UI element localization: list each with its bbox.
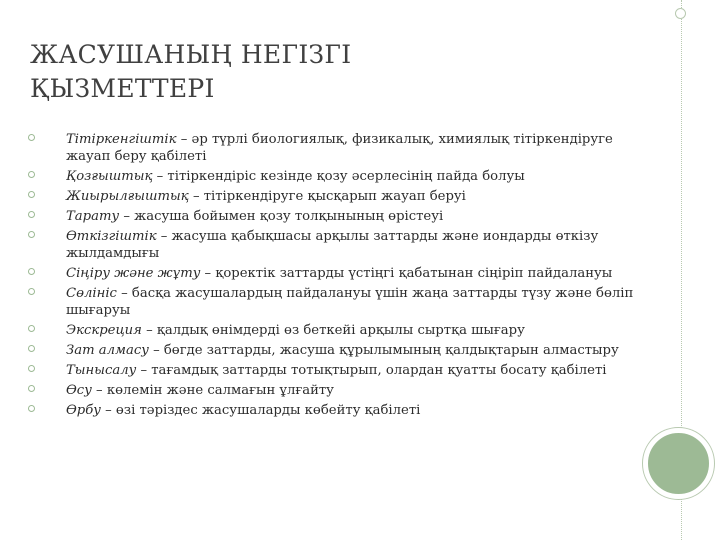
list-item <box>28 285 648 319</box>
list-item <box>28 131 648 165</box>
bullet-icon <box>28 385 35 392</box>
item-text: – тағамдық заттарды тотықтырып, олардан қуатты босату қабілеті <box>136 363 607 378</box>
item-term: Сөлініс <box>66 286 117 301</box>
bullet-icon <box>28 134 35 141</box>
item-term: Тітіркенгіштік <box>66 132 177 147</box>
list-item <box>28 208 648 225</box>
list-item <box>28 228 648 262</box>
bullet-icon <box>28 345 35 352</box>
item-text: – тітіркендіруге қысқарып жауап беруі <box>188 189 466 204</box>
item-text: – жасуша қабықшасы арқылы заттарды және иондарды өткізу жылдамдығы <box>66 229 599 261</box>
list-item <box>28 168 648 185</box>
item-term: Жиырылғыштық <box>66 189 189 204</box>
item-text: – тітіркендіріс кезінде қозу әсерлесінің пайда болуы <box>152 169 525 184</box>
item-term: Сіңіру және жұту <box>66 266 201 281</box>
function-list <box>28 131 648 422</box>
slide-title-line: ҚЫЗМЕТТЕРІ <box>30 74 215 103</box>
item-term: Зат алмасу <box>66 343 149 358</box>
item-text: – көлемін және салмағын ұлғайту <box>91 383 334 398</box>
list-item <box>28 342 648 359</box>
item-term: Экскреция <box>66 323 142 338</box>
item-text: – әр түрлі биологиялық, физикалық, химиялық тітіркендіруге жауап беру қабілеті <box>66 132 613 164</box>
bullet-icon <box>28 365 35 372</box>
decorative-large-circle <box>643 428 714 499</box>
item-term: Қозғыштық <box>66 169 153 184</box>
slide-title <box>30 38 650 106</box>
item-term: Өсу <box>66 383 92 398</box>
slide-title-line: ЖАСУШАНЫҢ НЕГІЗГІ <box>30 40 352 69</box>
bullet-icon <box>28 231 35 238</box>
bullet-icon <box>28 268 35 275</box>
item-term: Өткізгіштік <box>66 229 157 244</box>
item-text: – жасуша бойымен қозу толқынының өрістеуі <box>119 209 444 224</box>
list-item <box>28 322 648 339</box>
item-term: Тынысалу <box>66 363 137 378</box>
list-item <box>28 402 648 419</box>
item-term: Өрбу <box>66 403 101 418</box>
item-text: – қалдық өнімдерді өз беткейі арқылы сыртқа шығару <box>141 323 525 338</box>
item-text: – қоректік заттарды үстіңгі қабатынан сіңіріп пайдалануы <box>200 266 613 281</box>
bullet-icon <box>28 325 35 332</box>
item-term: Тарату <box>66 209 120 224</box>
bullet-icon <box>28 211 35 218</box>
bullet-icon <box>28 171 35 178</box>
item-text: – өзі тәріздес жасушаларды көбейту қабілеті <box>100 403 421 418</box>
list-item <box>28 265 648 282</box>
bullet-icon <box>28 288 35 295</box>
item-text: – басқа жасушалардың пайдалануы үшін жаңа заттарды түзу және бөліп шығаруы <box>66 286 634 318</box>
list-item <box>28 188 648 205</box>
list-item <box>28 362 648 379</box>
decorative-small-circle <box>675 8 686 19</box>
bullet-icon <box>28 405 35 412</box>
item-text: – бөгде заттарды, жасуша құрылымының қалдықтарын алмастыру <box>148 343 619 358</box>
bullet-icon <box>28 191 35 198</box>
list-item <box>28 382 648 399</box>
